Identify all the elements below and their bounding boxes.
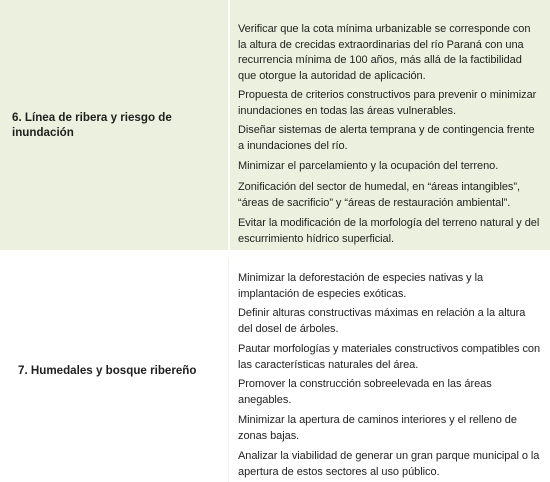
list-item [238,88,544,119]
list-item [238,123,544,154]
list-item [238,377,544,408]
item-line: Pautar morfologías y materiales constructivos compatibles con [238,343,541,355]
item-line: del dosel de árboles. [238,322,339,335]
item-line: Analizar la viabilidad de generar un gran parque municipal o la [238,450,540,462]
section-heading-cell [0,0,228,250]
column-divider [228,259,229,482]
list-item [238,159,544,175]
column-divider [228,0,230,250]
row-separator [0,250,550,259]
list-item [238,180,544,211]
item-line: escurrimiento hídrico superficial. [238,232,395,245]
item-line: zonas bajas. [238,429,300,442]
list-item [238,342,544,373]
item-line: a inundaciones del río. [238,139,348,152]
item-line: Verificar que la cota mínima urbanizable se corresponde con [238,23,531,35]
list-item [238,449,544,480]
item-line: Evitar la modificación de la morfología del terreno natural y del [238,217,540,229]
item-line: “áreas de sacrificio” y “áreas de restauración ambiental”. [238,196,511,209]
section-heading-cell [0,259,228,482]
item-line: anegables. [238,393,292,406]
table-row-section-7 [0,259,550,482]
item-line: la altura de crecidas extraordinarias del río Paraná con una [238,38,524,51]
list-item [238,306,544,337]
item-line: Minimizar la apertura de caminos interiores y el relleno de [238,414,517,426]
item-line: Zonificación del sector de humedal, en “áreas intangibles”, [238,181,520,193]
item-line: Diseñar sistemas de alerta temprana y de contingencia frente [238,124,535,136]
list-item [238,413,544,444]
item-line: Propuesta de criterios constructivos para prevenir o minimizar [238,89,537,101]
section-heading: 7. Humedales y bosque ribereño [18,364,197,377]
item-line: inundaciones en todas las áreas vulnerables. [238,104,456,117]
item-line: Minimizar la deforestación de especies nativas y la [238,272,484,284]
list-item [238,271,544,302]
item-line: Promover la construcción sobreelevada en las áreas [238,378,492,390]
list-item [238,22,544,84]
item-line: Minimizar el parcelamiento y la ocupación del terreno. [238,160,499,172]
item-line: recurrencia mínima de 100 años, más allá de la factibilidad [238,54,522,66]
list-item [238,216,544,247]
item-line: que otorgue la autoridad de aplicación. [238,69,426,82]
item-line: implantación de especies exóticas. [238,287,407,300]
item-line: apertura de estos sectores al uso público. [238,465,440,478]
section-heading: 6. Línea de ribera y riesgo de inundación [12,111,172,139]
item-line: las características naturales del área. [238,358,419,371]
item-line: Definir alturas constructivas máximas en relación a la altura [238,307,526,319]
